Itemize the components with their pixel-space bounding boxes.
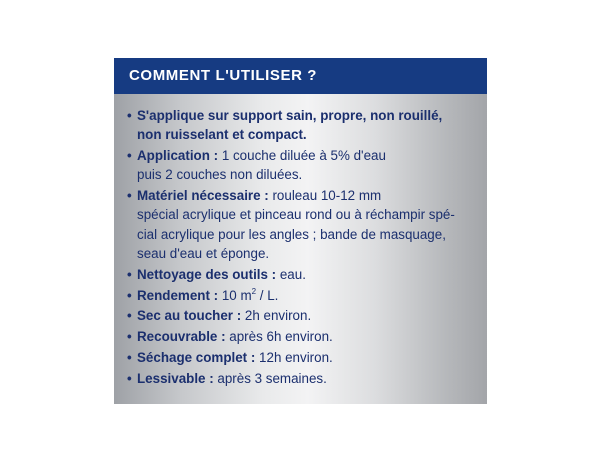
item-label: Application : [137,148,219,164]
item-value: rouleau 10-12 mm [268,188,382,204]
item-text-line [137,369,477,388]
bullet-icon: • [127,308,132,324]
item-value: 1 couche diluée à 5% d'eau [218,148,386,164]
item-text-line: cial acrylique pour les angles ; bande de masquage, [137,226,446,242]
item-label: Matériel nécessaire : [137,188,269,204]
list-item-materiel [127,186,477,263]
item-text-line [137,306,477,325]
panel-title: COMMENT L'UTILISER ? [129,67,318,84]
panel-header [114,58,487,94]
item-value: 2h environ. [241,308,312,324]
item-text-line: puis 2 couches non diluées. [137,167,303,183]
item-value: après 3 semaines. [213,370,327,386]
item-label: Nettoyage des outils : [137,266,277,282]
bullet-icon: • [127,148,132,164]
item-text-line: non ruisselant et compact. [137,127,307,143]
list-item-sechage [127,348,477,367]
item-value: après 6h environ. [225,329,333,345]
list-item-nettoyage [127,265,477,284]
item-value-suffix: / L. [256,287,279,303]
item-text-line [137,327,477,346]
item-text-line: spécial acrylique et pinceau rond ou à réchampir spé- [137,207,455,223]
list-item-recouvrable [127,327,477,346]
bullet-icon: • [127,370,132,386]
item-text-line: S'applique sur support sain, propre, non rouillé, [137,108,443,123]
item-text-line: seau d'eau et éponge. [137,246,270,262]
list-item-application [127,146,477,185]
item-superscript: 2 [251,286,257,296]
usage-instructions-panel [114,58,487,404]
item-text-line [137,186,477,205]
item-label: Sec au toucher : [137,308,242,324]
list-item-rendement [127,286,477,305]
item-value: 10 m [218,287,252,303]
list-item-lessivable [127,369,477,388]
instructions-list [127,106,477,390]
bullet-icon: • [127,287,132,303]
list-item-sec-toucher [127,306,477,325]
item-label: Lessivable : [137,370,214,386]
bullet-icon: • [127,188,132,204]
bullet-icon: • [127,108,132,123]
item-text-line [137,146,477,165]
bullet-icon: • [127,266,132,282]
list-item-support [127,106,477,145]
item-label: Séchage complet : [137,350,256,366]
item-value: eau. [276,266,306,282]
item-text-line [137,348,477,367]
item-text-line [137,286,477,305]
item-label: Rendement : [137,287,219,303]
item-value: 12h environ. [255,350,333,366]
bullet-icon: • [127,329,132,345]
bullet-icon: • [127,350,132,366]
item-label: Recouvrable : [137,329,226,345]
item-text-line [137,265,477,284]
